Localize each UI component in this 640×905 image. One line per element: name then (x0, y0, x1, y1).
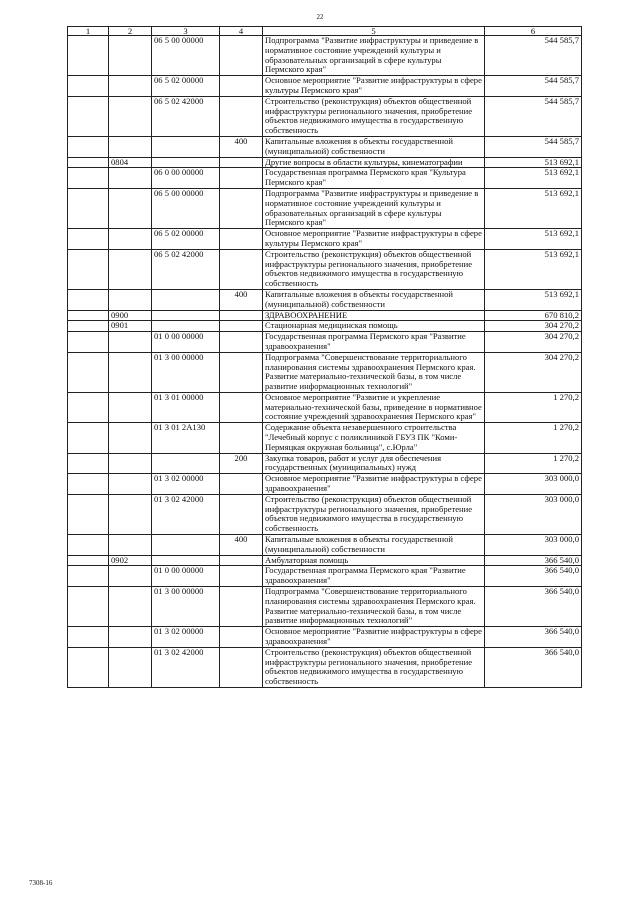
cell-col1 (68, 474, 109, 495)
cell-expense-type (220, 352, 263, 392)
cell-name: Строительство (реконструкция) объектов общественной инфраструктуры регионального значения, приобретение объектов недвижимого имущества в государственную собственность (263, 96, 485, 136)
cell-section-code (109, 453, 152, 474)
cell-col1 (68, 96, 109, 136)
cell-col1 (68, 555, 109, 566)
cell-expense-type (220, 647, 263, 687)
column-header: 4 (220, 27, 263, 36)
cell-col1 (68, 535, 109, 556)
cell-name: Строительство (реконструкция) объектов общественной инфраструктуры регионального значения, приобретение объектов недвижимого имущества в государственную собственность (263, 647, 485, 687)
table-row (68, 332, 582, 353)
cell-section-code (109, 423, 152, 453)
table-row (68, 352, 582, 392)
cell-name: Капитальные вложения в объекты государственной (муниципальной) собственности (263, 289, 485, 310)
cell-section-code (109, 249, 152, 289)
cell-amount: 366 540,0 (485, 587, 582, 627)
table-row (68, 136, 582, 157)
cell-section-code (109, 136, 152, 157)
cell-section-code (109, 168, 152, 189)
cell-name: Закупка товаров, работ и услуг для обеспечения государственных (муниципальных) нужд (263, 453, 485, 474)
cell-expense-type (220, 332, 263, 353)
cell-col1 (68, 332, 109, 353)
cell-target-code: 01 0 00 00000 (152, 566, 220, 587)
cell-expense-type (220, 96, 263, 136)
cell-expense-type (220, 392, 263, 422)
cell-name: Основное мероприятие "Развитие и укрепление материально-технической базы, приведение в нормативное состояние учреждений здравоохранения Пермского края" (263, 392, 485, 422)
cell-col1 (68, 321, 109, 332)
cell-expense-type (220, 494, 263, 534)
cell-expense-type (220, 157, 263, 168)
table-row (68, 647, 582, 687)
cell-col1 (68, 566, 109, 587)
table-row (68, 96, 582, 136)
cell-col1 (68, 188, 109, 228)
cell-target-code: 06 5 02 42000 (152, 96, 220, 136)
cell-amount: 513 692,1 (485, 157, 582, 168)
cell-target-code (152, 453, 220, 474)
table-row (68, 36, 582, 76)
cell-name: Содержание объекта незавершенного строительства "Лечебный корпус с поликлиникой ГБУЗ ПК "Коми-Пермяцкая окружная больница", с.Юрла" (263, 423, 485, 453)
cell-amount: 366 540,0 (485, 555, 582, 566)
cell-target-code (152, 310, 220, 321)
cell-expense-type: 200 (220, 453, 263, 474)
cell-name: Подпрограмма "Совершенствование территориального планирования системы здравоохранения Пермского края. Развитие материально-технической базы, в том числе развитие информационных технологий" (263, 352, 485, 392)
cell-section-code (109, 535, 152, 556)
table-header (68, 27, 582, 36)
cell-expense-type (220, 423, 263, 453)
cell-name: ЗДРАВООХРАНЕНИЕ (263, 310, 485, 321)
cell-expense-type (220, 566, 263, 587)
cell-amount: 304 270,2 (485, 321, 582, 332)
cell-name: Государственная программа Пермского края "Развитие здравоохранения" (263, 332, 485, 353)
cell-target-code: 01 3 02 00000 (152, 627, 220, 648)
cell-section-code (109, 392, 152, 422)
cell-target-code: 01 0 00 00000 (152, 332, 220, 353)
cell-amount: 513 692,1 (485, 289, 582, 310)
cell-target-code: 06 5 02 00000 (152, 76, 220, 97)
cell-section-code (109, 647, 152, 687)
cell-col1 (68, 229, 109, 250)
cell-amount: 304 270,2 (485, 352, 582, 392)
cell-target-code: 01 3 02 00000 (152, 474, 220, 495)
cell-target-code (152, 535, 220, 556)
cell-section-code (109, 627, 152, 648)
cell-amount: 366 540,0 (485, 627, 582, 648)
cell-col1 (68, 647, 109, 687)
cell-col1 (68, 423, 109, 453)
cell-col1 (68, 352, 109, 392)
cell-name: Основное мероприятие "Развитие инфраструктуры в сфере культуры Пермского края" (263, 229, 485, 250)
cell-col1 (68, 76, 109, 97)
cell-amount: 303 000,0 (485, 474, 582, 495)
cell-target-code: 01 3 01 00000 (152, 392, 220, 422)
cell-expense-type (220, 474, 263, 495)
cell-section-code (109, 76, 152, 97)
table-row (68, 321, 582, 332)
table-row (68, 168, 582, 189)
cell-target-code (152, 321, 220, 332)
footer-code: 7308-16 (29, 879, 53, 887)
column-header: 6 (485, 27, 582, 36)
cell-expense-type (220, 310, 263, 321)
cell-section-code (109, 474, 152, 495)
cell-amount: 303 000,0 (485, 535, 582, 556)
cell-name: Стационарная медицинская помощь (263, 321, 485, 332)
cell-amount: 670 810,2 (485, 310, 582, 321)
cell-name: Строительство (реконструкция) объектов общественной инфраструктуры регионального значения, приобретение объектов недвижимого имущества в государственную собственность (263, 494, 485, 534)
table-row (68, 474, 582, 495)
cell-expense-type: 400 (220, 289, 263, 310)
cell-target-code: 01 3 02 42000 (152, 647, 220, 687)
cell-expense-type (220, 587, 263, 627)
cell-amount: 1 270,2 (485, 453, 582, 474)
cell-amount: 544 585,7 (485, 96, 582, 136)
cell-name: Подпрограмма "Совершенствование территориального планирования системы здравоохранения Пермского края. Развитие материально-технической базы, в том числе развитие информационных технологий" (263, 587, 485, 627)
cell-section-code (109, 229, 152, 250)
table-row (68, 453, 582, 474)
cell-amount: 544 585,7 (485, 36, 582, 76)
cell-name: Другие вопросы в области культуры, кинематографии (263, 157, 485, 168)
cell-section-code (109, 188, 152, 228)
cell-target-code (152, 157, 220, 168)
cell-target-code (152, 136, 220, 157)
cell-expense-type (220, 188, 263, 228)
cell-name: Подпрограмма "Развитие инфраструктуры и приведение в нормативное состояние учреждений культуры и образовательных организаций в сфере культуры Пермского края" (263, 188, 485, 228)
cell-name: Капитальные вложения в объекты государственной (муниципальной) собственности (263, 136, 485, 157)
table-row (68, 392, 582, 422)
table-row (68, 289, 582, 310)
cell-col1 (68, 36, 109, 76)
cell-expense-type (220, 168, 263, 189)
table-row (68, 535, 582, 556)
column-header: 1 (68, 27, 109, 36)
table-row (68, 566, 582, 587)
cell-col1 (68, 289, 109, 310)
table-row (68, 423, 582, 453)
cell-section-code (109, 566, 152, 587)
cell-name: Основное мероприятие "Развитие инфраструктуры в сфере здравоохранения" (263, 627, 485, 648)
table-row (68, 494, 582, 534)
cell-section-code (109, 289, 152, 310)
cell-expense-type: 400 (220, 535, 263, 556)
column-header: 2 (109, 27, 152, 36)
cell-amount: 544 585,7 (485, 76, 582, 97)
cell-col1 (68, 453, 109, 474)
cell-section-code (109, 352, 152, 392)
cell-target-code: 06 5 02 42000 (152, 249, 220, 289)
cell-expense-type (220, 36, 263, 76)
table-row (68, 627, 582, 648)
cell-expense-type (220, 229, 263, 250)
column-header: 3 (152, 27, 220, 36)
cell-col1 (68, 392, 109, 422)
cell-amount: 513 692,1 (485, 229, 582, 250)
table-row (68, 157, 582, 168)
cell-target-code: 06 0 00 00000 (152, 168, 220, 189)
cell-name: Государственная программа Пермского края "Развитие здравоохранения" (263, 566, 485, 587)
cell-section-code: 0900 (109, 310, 152, 321)
budget-table (67, 26, 582, 688)
cell-target-code (152, 555, 220, 566)
cell-section-code: 0901 (109, 321, 152, 332)
cell-col1 (68, 587, 109, 627)
cell-col1 (68, 249, 109, 289)
cell-target-code: 01 3 01 2А130 (152, 423, 220, 453)
cell-name: Основное мероприятие "Развитие инфраструктуры в сфере здравоохранения" (263, 474, 485, 495)
cell-section-code (109, 36, 152, 76)
page-number: 22 (316, 13, 324, 21)
column-header: 5 (263, 27, 485, 36)
cell-target-code: 06 5 00 00000 (152, 36, 220, 76)
cell-amount: 513 692,1 (485, 249, 582, 289)
cell-amount: 304 270,2 (485, 332, 582, 353)
cell-target-code: 01 3 00 00000 (152, 352, 220, 392)
cell-expense-type (220, 321, 263, 332)
cell-amount: 513 692,1 (485, 168, 582, 189)
cell-name: Строительство (реконструкция) объектов общественной инфраструктуры регионального значения, приобретение объектов недвижимого имущества в государственную собственность (263, 249, 485, 289)
cell-amount: 366 540,0 (485, 566, 582, 587)
cell-amount: 544 585,7 (485, 136, 582, 157)
cell-col1 (68, 136, 109, 157)
cell-col1 (68, 157, 109, 168)
cell-col1 (68, 310, 109, 321)
cell-amount: 303 000,0 (485, 494, 582, 534)
cell-col1 (68, 494, 109, 534)
cell-col1 (68, 168, 109, 189)
cell-amount: 366 540,0 (485, 647, 582, 687)
cell-amount: 1 270,2 (485, 423, 582, 453)
cell-col1 (68, 627, 109, 648)
table-row (68, 76, 582, 97)
table-body (68, 36, 582, 688)
cell-section-code (109, 96, 152, 136)
table-row (68, 249, 582, 289)
cell-expense-type (220, 76, 263, 97)
table-row (68, 555, 582, 566)
table-row (68, 229, 582, 250)
cell-section-code (109, 332, 152, 353)
cell-section-code (109, 494, 152, 534)
cell-name: Капитальные вложения в объекты государственной (муниципальной) собственности (263, 535, 485, 556)
cell-amount: 1 270,2 (485, 392, 582, 422)
table-row (68, 587, 582, 627)
header-row (68, 27, 582, 36)
cell-name: Основное мероприятие "Развитие инфраструктуры в сфере культуры Пермского края" (263, 76, 485, 97)
cell-section-code: 0902 (109, 555, 152, 566)
cell-section-code (109, 587, 152, 627)
table-row (68, 188, 582, 228)
cell-section-code: 0804 (109, 157, 152, 168)
cell-name: Подпрограмма "Развитие инфраструктуры и приведение в нормативное состояние учреждений культуры и образовательных организаций в сфере культуры Пермского края" (263, 36, 485, 76)
cell-target-code: 01 3 02 42000 (152, 494, 220, 534)
cell-expense-type: 400 (220, 136, 263, 157)
cell-target-code: 06 5 00 00000 (152, 188, 220, 228)
cell-expense-type (220, 249, 263, 289)
cell-target-code: 06 5 02 00000 (152, 229, 220, 250)
cell-amount: 513 692,1 (485, 188, 582, 228)
cell-target-code: 01 3 00 00000 (152, 587, 220, 627)
cell-target-code (152, 289, 220, 310)
cell-name: Амбулаторная помощь (263, 555, 485, 566)
cell-expense-type (220, 627, 263, 648)
cell-name: Государственная программа Пермского края "Культура Пермского края" (263, 168, 485, 189)
table-row (68, 310, 582, 321)
cell-expense-type (220, 555, 263, 566)
